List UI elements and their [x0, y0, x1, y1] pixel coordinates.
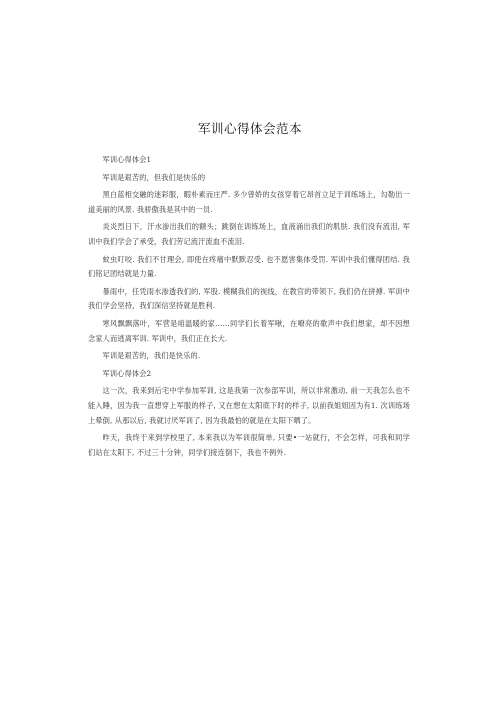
paragraph: 军训是艰苦的，但我们是快乐的 — [102, 172, 206, 182]
paragraph: 蚊虫叮咬. 我们不甘理会, 即使在疼痛中默默忍受. 也不愿害集体受罚. 军训中我们懂得团结. 我们铭记团结就是力量. — [88, 254, 410, 279]
paragraph: 昨天，我终于来到学校里了, 本来我以为军训很简单, 只要•一站就行，不会怎样，可我和同学们站在太阳下, 不过三十分钟，同学们接连倒下，我也不例外. — [88, 433, 410, 457]
section-heading-2: 军训心得体会2 — [102, 368, 152, 378]
section-heading-1: 军训心得体会1 — [102, 155, 152, 164]
document-title: 军训心得体会范本 — [197, 121, 302, 136]
paragraph: 暴雨中，任凭雨水渗透我们的, 军股. 模糊我们的视线，在教官的带领下, 我们仍在拼搏. 军训中我们学会坚持，我们深信坚持就是胜利. — [88, 286, 410, 311]
paragraph: 炎炎烈日下，汗水渗出我们的额头；跳倒在训练场上，血液涌出我们的肌肤. 我们没有流泪, 军训中我们学会了承受，我们劳记流汗流血不流泪. — [88, 222, 410, 246]
document-body — [88, 153, 410, 463]
paragraph: 这一次，我来到后宅中学参加军训, 这是我第一次参部军训，所以非常激动, 前一天我怎么也不能入睡，因为我一直想穿上军服的样子, 又在想在太阳底下时的样子, 以前我姐姐因为有1. 次训练场上晕倒, 从那以后, 我就讨厌军训了, 因为我最怕的就是在太阳下晒了。 — [88, 386, 410, 425]
paragraph: 黑白蓝相交融的迷彩服，暇朴素而庄严. 多少曾娇的女孩穿着它昂首立足于训练场上，勾勒出一道美丽的风景. 我骄傲我是其中的一员. — [88, 190, 410, 214]
paragraph: 寒风飘飘落叶，军营是咱温暖的家……同学们长着军啾，在嘹亮的歌声中我们想家，却不因想念家人而逃离军训. 军训中，我们正在长大. — [88, 318, 410, 343]
paragraph: 军训是艰苦的，我们是快乐的. — [102, 351, 201, 361]
